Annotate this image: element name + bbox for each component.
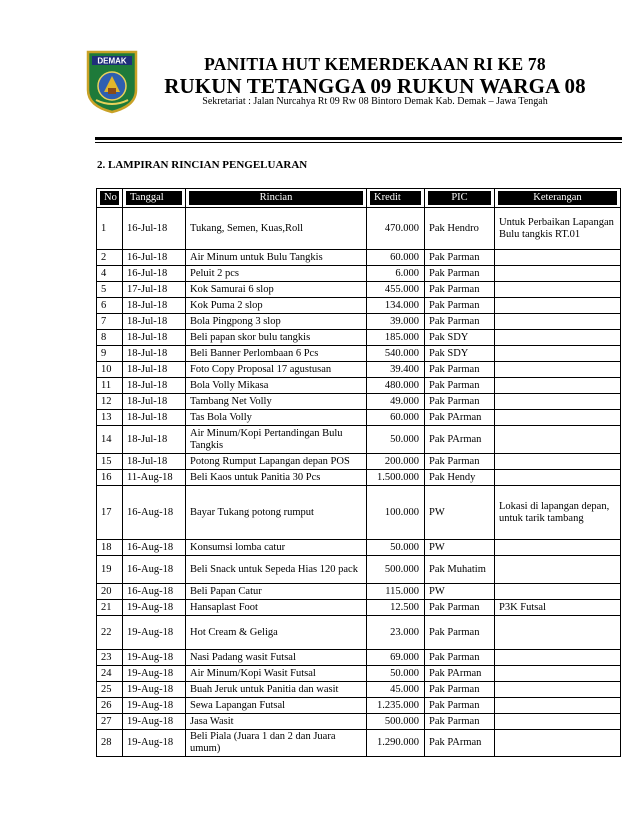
expense-table (96, 188, 621, 757)
cell-notes (495, 698, 621, 714)
cell-no: 2 (97, 250, 123, 266)
cell-credit: 115.000 (367, 584, 425, 600)
cell-credit: 50.000 (367, 426, 425, 454)
cell-credit: 500.000 (367, 714, 425, 730)
cell-credit: 12.500 (367, 600, 425, 616)
table-row (97, 330, 621, 346)
cell-notes (495, 616, 621, 650)
cell-no: 20 (97, 584, 123, 600)
cell-credit: 39.400 (367, 362, 425, 378)
cell-date: 18-Jul-18 (123, 378, 186, 394)
cell-no: 23 (97, 650, 123, 666)
table-row (97, 346, 621, 362)
cell-pic: Pak Parman (425, 266, 495, 282)
cell-notes (495, 666, 621, 682)
cell-date: 18-Jul-18 (123, 314, 186, 330)
col-header-no: No (97, 189, 123, 208)
cell-description: Tas Bola Volly (186, 410, 367, 426)
cell-no: 13 (97, 410, 123, 426)
cell-credit: 6.000 (367, 266, 425, 282)
cell-no: 22 (97, 616, 123, 650)
cell-pic: Pak Parman (425, 282, 495, 298)
header-title-line2: RUKUN TETANGGA 09 RUKUN WARGA 08 (164, 74, 586, 98)
header-address: Sekretariat : Jalan Nurcahya Rt 09 Rw 08 Bintoro Demak Kab. Demak – Jawa Tengah (202, 96, 548, 107)
cell-description: Peluit 2 pcs (186, 266, 367, 282)
cell-description: Air Minum/Kopi Wasit Futsal (186, 666, 367, 682)
cell-date: 16-Jul-18 (123, 208, 186, 250)
cell-no: 19 (97, 556, 123, 584)
table-row (97, 470, 621, 486)
cell-pic: Pak Parman (425, 454, 495, 470)
cell-description: Air Minum untuk Bulu Tangkis (186, 250, 367, 266)
cell-description: Air Minum/Kopi Pertandingan Bulu Tangkis (186, 426, 367, 454)
cell-date: 18-Jul-18 (123, 426, 186, 454)
cell-date: 16-Aug-18 (123, 540, 186, 556)
cell-no: 9 (97, 346, 123, 362)
cell-no: 14 (97, 426, 123, 454)
cell-description: Hansaplast Foot (186, 600, 367, 616)
cell-no: 11 (97, 378, 123, 394)
cell-notes (495, 584, 621, 600)
cell-date: 19-Aug-18 (123, 666, 186, 682)
cell-no: 24 (97, 666, 123, 682)
cell-date: 19-Aug-18 (123, 730, 186, 757)
cell-credit: 100.000 (367, 486, 425, 540)
cell-description: Bola Volly Mikasa (186, 378, 367, 394)
cell-notes (495, 454, 621, 470)
cell-date: 16-Aug-18 (123, 584, 186, 600)
cell-notes (495, 346, 621, 362)
table-row (97, 714, 621, 730)
cell-credit: 49.000 (367, 394, 425, 410)
table-row (97, 394, 621, 410)
cell-notes (495, 282, 621, 298)
cell-no: 6 (97, 298, 123, 314)
table-row (97, 314, 621, 330)
table-row (97, 682, 621, 698)
cell-notes (495, 394, 621, 410)
cell-date: 18-Jul-18 (123, 362, 186, 378)
cell-date: 19-Aug-18 (123, 650, 186, 666)
cell-date: 18-Jul-18 (123, 298, 186, 314)
cell-credit: 50.000 (367, 666, 425, 682)
cell-description: Buah Jeruk untuk Panitia dan wasit (186, 682, 367, 698)
cell-notes (495, 556, 621, 584)
table-row (97, 730, 621, 757)
cell-date: 18-Jul-18 (123, 394, 186, 410)
table-row (97, 266, 621, 282)
col-header-description: Rincian (186, 189, 367, 208)
cell-description: Beli Snack untuk Sepeda Hias 120 pack (186, 556, 367, 584)
header-title-line1: PANITIA HUT KEMERDEKAAN RI KE 78 (204, 54, 546, 74)
shield-emblem-icon (86, 50, 138, 114)
cell-no: 26 (97, 698, 123, 714)
cell-date: 17-Jul-18 (123, 282, 186, 298)
cell-pic: Pak Parman (425, 250, 495, 266)
cell-no: 15 (97, 454, 123, 470)
cell-notes (495, 362, 621, 378)
cell-no: 12 (97, 394, 123, 410)
cell-no: 8 (97, 330, 123, 346)
cell-pic: Pak PArman (425, 730, 495, 757)
table-row (97, 426, 621, 454)
cell-pic: Pak Parman (425, 314, 495, 330)
cell-no: 21 (97, 600, 123, 616)
table-row (97, 698, 621, 714)
cell-date: 18-Jul-18 (123, 454, 186, 470)
cell-pic: Pak Hendro (425, 208, 495, 250)
cell-credit: 185.000 (367, 330, 425, 346)
cell-description: Nasi Padang wasit Futsal (186, 650, 367, 666)
cell-credit: 60.000 (367, 410, 425, 426)
cell-description: Tambang Net Volly (186, 394, 367, 410)
cell-credit: 45.000 (367, 682, 425, 698)
cell-credit: 500.000 (367, 556, 425, 584)
cell-notes (495, 314, 621, 330)
cell-no: 7 (97, 314, 123, 330)
cell-description: Beli Papan Catur (186, 584, 367, 600)
cell-description: Jasa Wasit (186, 714, 367, 730)
cell-pic: PW (425, 584, 495, 600)
cell-pic: Pak PArman (425, 666, 495, 682)
cell-pic: Pak Parman (425, 298, 495, 314)
table-row (97, 486, 621, 540)
cell-no: 16 (97, 470, 123, 486)
cell-notes: P3K Futsal (495, 600, 621, 616)
col-header-date: Tanggal (123, 189, 186, 208)
cell-notes: Lokasi di lapangan depan, untuk tarik tambang (495, 486, 621, 540)
cell-pic: Pak SDY (425, 346, 495, 362)
cell-description: Foto Copy Proposal 17 agustusan (186, 362, 367, 378)
table-row (97, 410, 621, 426)
cell-pic: Pak Parman (425, 714, 495, 730)
cell-no: 28 (97, 730, 123, 757)
cell-notes (495, 330, 621, 346)
header-divider-thick (95, 137, 622, 140)
cell-date: 19-Aug-18 (123, 600, 186, 616)
cell-date: 16-Jul-18 (123, 266, 186, 282)
cell-pic: Pak Parman (425, 378, 495, 394)
table-row (97, 250, 621, 266)
cell-pic: Pak Muhatim (425, 556, 495, 584)
cell-description: Bayar Tukang potong rumput (186, 486, 367, 540)
table-row (97, 378, 621, 394)
table-header-row (97, 189, 621, 208)
cell-credit: 200.000 (367, 454, 425, 470)
cell-notes (495, 426, 621, 454)
cell-description: Beli Kaos untuk Panitia 30 Pcs (186, 470, 367, 486)
cell-credit: 60.000 (367, 250, 425, 266)
cell-notes: Untuk Perbaikan Lapangan Bulu tangkis RT.01 (495, 208, 621, 250)
cell-pic: PW (425, 540, 495, 556)
cell-credit: 69.000 (367, 650, 425, 666)
cell-credit: 1.235.000 (367, 698, 425, 714)
cell-notes (495, 682, 621, 698)
cell-date: 18-Jul-18 (123, 346, 186, 362)
cell-description: Bola Pingpong 3 slop (186, 314, 367, 330)
cell-no: 4 (97, 266, 123, 282)
cell-no: 5 (97, 282, 123, 298)
table-row (97, 600, 621, 616)
table-row (97, 362, 621, 378)
cell-description: Kok Samurai 6 slop (186, 282, 367, 298)
cell-pic: Pak PArman (425, 426, 495, 454)
cell-date: 11-Aug-18 (123, 470, 186, 486)
cell-credit: 470.000 (367, 208, 425, 250)
cell-notes (495, 730, 621, 757)
cell-pic: Pak Parman (425, 682, 495, 698)
cell-notes (495, 470, 621, 486)
cell-date: 16-Aug-18 (123, 486, 186, 540)
cell-notes (495, 266, 621, 282)
col-header-pic: PIC (425, 189, 495, 208)
table-row (97, 282, 621, 298)
table-row (97, 556, 621, 584)
cell-credit: 455.000 (367, 282, 425, 298)
cell-notes (495, 298, 621, 314)
cell-date: 19-Aug-18 (123, 714, 186, 730)
table-row (97, 454, 621, 470)
cell-pic: Pak Parman (425, 394, 495, 410)
table-row (97, 666, 621, 682)
cell-description: Sewa Lapangan Futsal (186, 698, 367, 714)
cell-notes (495, 250, 621, 266)
table-row (97, 540, 621, 556)
cell-pic: Pak PArman (425, 410, 495, 426)
cell-description: Konsumsi lomba catur (186, 540, 367, 556)
svg-text:DEMAK: DEMAK (97, 56, 127, 66)
table-row (97, 298, 621, 314)
cell-pic: Pak Hendy (425, 470, 495, 486)
cell-description: Tukang, Semen, Kuas,Roll (186, 208, 367, 250)
col-header-credit: Kredit (367, 189, 425, 208)
cell-date: 19-Aug-18 (123, 616, 186, 650)
col-header-notes: Keterangan (495, 189, 621, 208)
cell-credit: 1.500.000 (367, 470, 425, 486)
cell-description: Beli Banner Perlombaan 6 Pcs (186, 346, 367, 362)
table-row (97, 616, 621, 650)
cell-credit: 23.000 (367, 616, 425, 650)
cell-date: 16-Aug-18 (123, 556, 186, 584)
cell-notes (495, 410, 621, 426)
cell-description: Beli Piala (Juara 1 dan 2 dan Juara umum) (186, 730, 367, 757)
cell-notes (495, 378, 621, 394)
header-divider-thin (95, 142, 622, 143)
cell-no: 18 (97, 540, 123, 556)
cell-date: 19-Aug-18 (123, 682, 186, 698)
cell-no: 27 (97, 714, 123, 730)
cell-credit: 540.000 (367, 346, 425, 362)
cell-no: 25 (97, 682, 123, 698)
table-row (97, 208, 621, 250)
table-row (97, 584, 621, 600)
cell-credit: 134.000 (367, 298, 425, 314)
cell-no: 17 (97, 486, 123, 540)
cell-date: 18-Jul-18 (123, 410, 186, 426)
cell-credit: 39.000 (367, 314, 425, 330)
cell-date: 16-Jul-18 (123, 250, 186, 266)
cell-description: Kok Puma 2 slop (186, 298, 367, 314)
demak-logo (86, 50, 138, 114)
cell-description: Hot Cream & Geliga (186, 616, 367, 650)
cell-pic: Pak Parman (425, 362, 495, 378)
section-title: 2. LAMPIRAN RINCIAN PENGELUARAN (97, 159, 308, 171)
cell-credit: 50.000 (367, 540, 425, 556)
cell-notes (495, 540, 621, 556)
cell-no: 1 (97, 208, 123, 250)
cell-no: 10 (97, 362, 123, 378)
cell-description: Beli papan skor bulu tangkis (186, 330, 367, 346)
cell-date: 19-Aug-18 (123, 698, 186, 714)
cell-description: Potong Rumput Lapangan depan POS (186, 454, 367, 470)
cell-pic: PW (425, 486, 495, 540)
cell-pic: Pak Parman (425, 698, 495, 714)
table-row (97, 650, 621, 666)
cell-date: 18-Jul-18 (123, 330, 186, 346)
cell-credit: 480.000 (367, 378, 425, 394)
cell-pic: Pak Parman (425, 650, 495, 666)
cell-credit: 1.290.000 (367, 730, 425, 757)
cell-pic: Pak SDY (425, 330, 495, 346)
cell-notes (495, 714, 621, 730)
cell-pic: Pak Parman (425, 600, 495, 616)
cell-notes (495, 650, 621, 666)
cell-pic: Pak Parman (425, 616, 495, 650)
